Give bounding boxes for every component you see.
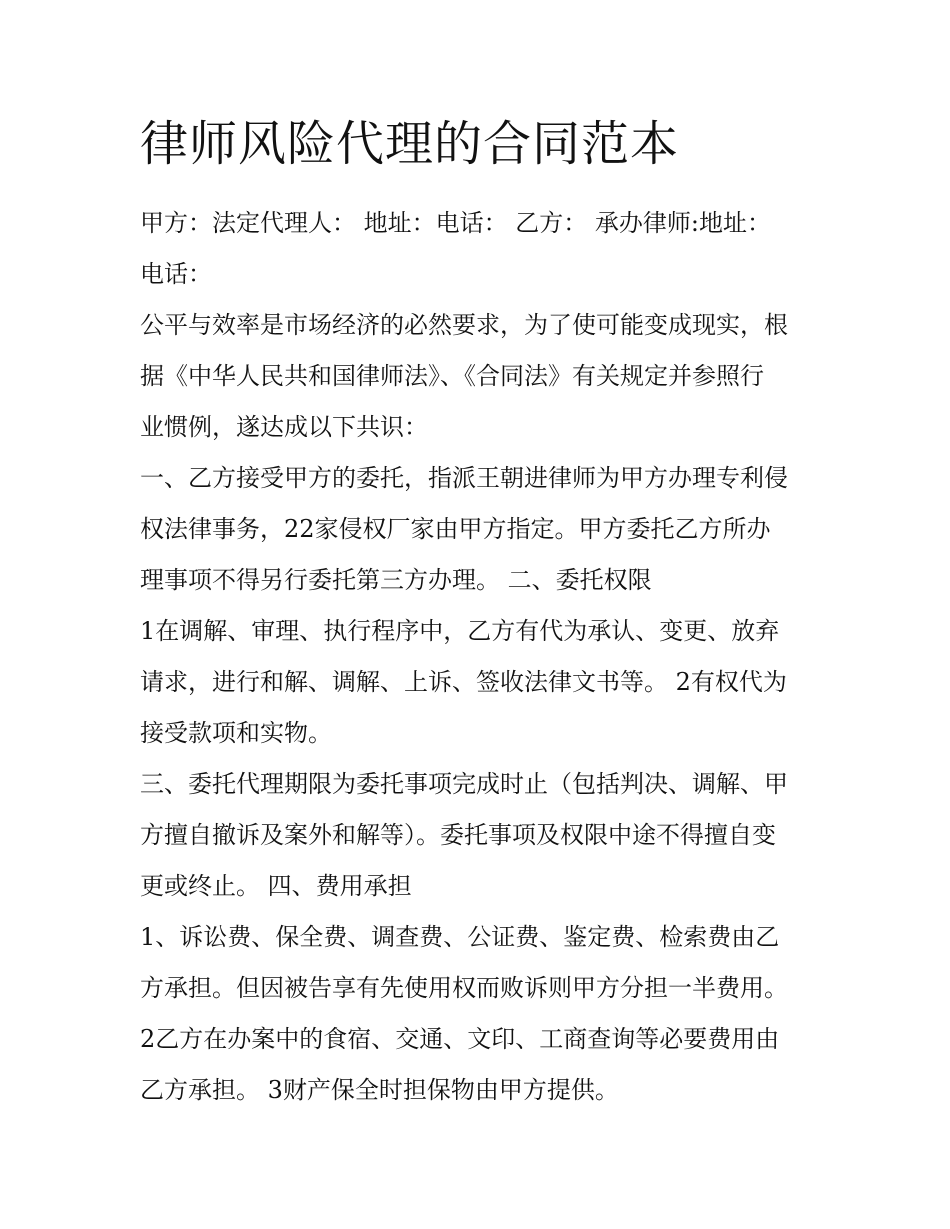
text-line-clause-3c: 更或终止。 四、费用承担: [140, 872, 412, 900]
text-line-clause-4b: 方承担。但因被告享有先使用权而败诉则甲方分担一半费用。: [140, 974, 788, 1002]
text-line-clause-4a: 1、诉讼费、保全费、调查费、公证费、鉴定费、检索费由乙: [140, 923, 780, 951]
text-line-phone: 电话：: [140, 260, 212, 288]
text-line-clause-2a: 1在调解、审理、执行程序中，乙方有代为承认、变更、放弃: [140, 617, 780, 645]
text-line-preamble-3: 业惯例，遂达成以下共识：: [140, 413, 428, 441]
text-line-preamble-2: 据《中华人民共和国律师法》、《合同法》有关规定并参照行: [140, 362, 764, 390]
text-line-clause-4c: 2乙方在办案中的食宿、交通、文印、工商查询等必要费用由: [140, 1025, 780, 1053]
document-body: [140, 198, 820, 1116]
document-title: 律师风险代理的合同范本: [140, 116, 680, 172]
text-line-clause-1a: 一、乙方接受甲方的委托，指派王朝进律师为甲方办理专利侵: [140, 464, 788, 492]
text-line-clause-1c: 理事项不得另行委托第三方办理。 二、委托权限: [140, 566, 652, 594]
text-line-clause-3a: 三、委托代理期限为委托事项完成时止（包括判决、调解、甲: [140, 770, 788, 798]
text-line-clause-4d: 乙方承担。 3财产保全时担保物由甲方提供。: [140, 1076, 619, 1104]
text-line-clause-2c: 接受款项和实物。: [140, 719, 332, 747]
text-line-clause-3b: 方擅自撤诉及案外和解等）。委托事项及权限中途不得擅自变: [140, 821, 776, 849]
text-line-preamble-1: 公平与效率是市场经济的必然要求，为了使可能变成现实，根: [140, 311, 788, 339]
text-line-clause-2b: 请求，进行和解、调解、上诉、签收法律文书等。 2有权代为: [140, 668, 787, 696]
text-line-clause-1b: 权法律事务，22家侵权厂家由甲方指定。甲方委托乙方所办: [140, 515, 771, 543]
text-line-parties: 甲方：法定代理人： 地址：电话： 乙方： 承办律师:地址：: [140, 209, 771, 237]
